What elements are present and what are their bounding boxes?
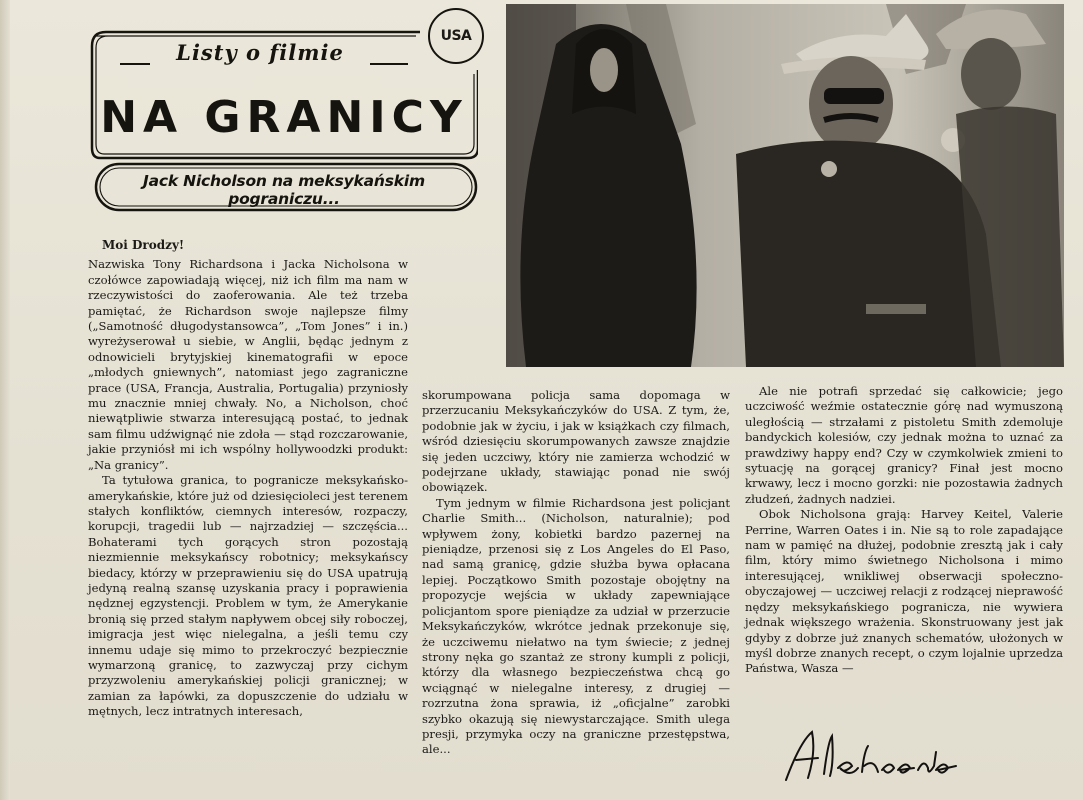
series-title: Listy o filmie xyxy=(176,40,344,65)
film-still-illustration xyxy=(506,4,1064,367)
paragraph: Obok Nicholsona grają: Harvey Keitel, Valerie Perrine, Warren Oates i in. Nie są to role zapadające nam w pamięć na dłużej, podobnie zresztą jak i cały film, który mimo świetnego Nicholsona i mimo interesującej, wnikliwej obserwacji społeczno-obyczajowej — uczciwej relacji z rodzącej nieprawość nędzy meksykańskiego pogranicza, nie wywiera jednak większego wrażenia. Skonstruowany jest jak gdyby z dobrze już znanych schematów, ułożonych w myśl dobrze znanych recept, o czym lojalnie uprzedza Państwa, Wasza — xyxy=(745,507,1063,676)
paragraph: Ta tytułowa granica, to pogranicze meksykańsko-amerykańskie, które już od dziesięcioleci jest terenem stałych konfliktów, ciemnych interesów, rozpaczy, korupcji, tragedii lub — najrzadziej — szczęścia... Bohaterami tych gorących stron pozostają niezmiennie meksykańscy robotnicy; meksykańscy biedacy, którzy w przeprawieniu się do USA upatrują jedyną realną szansę uzyskania pracy i poprawienia nędznej egzystencji. Problem w tym, że Amerykanie bronią się przed stałym napływem obcej siły roboczej, imigracja jest więc nielegalna, a jeśli temu czy innemu udaje się mimo to przekroczyć bezpiecznie wymarzoną granicę, to zazwyczaj przy cichym przyzwoleniu amerykańskiej policji granicznej; w zamian za łapówki, za dopuszczenie do udziału w mętnych, lecz intratnych interesach, xyxy=(88,473,408,719)
article-column-2 xyxy=(422,388,730,758)
page-edge xyxy=(0,0,10,800)
paragraph: Nazwiska Tony Richardsona i Jacka Nicholsona w czołówce zapowiadają więcej, niż ich film ma nam w rzeczywistości do zaoferowania. Ale też trzeba pamiętać, że Richardson swoje najlepsze filmy („Samotność długodystansowca”, „Tom Jones” i in.) wyreżyserował u siebie, w Anglii, będąc jednym z odnowicieli brytyjskiej kinematografii w epoce „młodych gniewnych”, natomiast jego zagraniczne prace (USA, Francja, Australia, Portugalia) przyniosły mu znacznie mniej chwały. No, a Nicholson, choć niewątpliwie stwarza interesującą postać, to jednak sam filmu udźwignąć nie zdoła — stąd rozczarowanie, jakie przyniósł mi ich wspólny hollywoodzki produkt: „Na granicy”. xyxy=(88,257,408,472)
greeting: Moi Drodzy! xyxy=(102,238,185,252)
paragraph: skorumpowana policja sama dopomaga w przerzucaniu Meksykańczyków do USA. Z tym, że, podobnie jak w życiu, i jak w książkach czy filmach, wśród dziesięciu skorumpowanych zawsze znajdzie się jeden uczciwy, który nie zamierza wchodzić w podejrzane układy, stawiając ponad nie swój obowiązek. xyxy=(422,388,730,495)
paragraph: Ale nie potrafi sprzedać się całkowicie; jego uczciwość weźmie ostatecznie górę nad wymuszoną uległością — strzałami z pistoletu Smith zdemoluje bandyckich kolesiów, czy jednak można to uznać za prawdziwy happy end? Czy w czymkolwiek zmieni to sytuację na gorącej granicy? Finał jest mocno krwawy, lecz i mocno gorzki: nie pozostawia żadnych złudzeń, żadnych nadziei. xyxy=(745,384,1063,506)
film-still-photo xyxy=(506,4,1064,367)
article-column-3 xyxy=(745,384,1063,677)
handwritten-signature xyxy=(778,722,968,792)
article-title: NA GRANICY xyxy=(100,92,468,143)
country-badge: USA xyxy=(428,8,484,64)
header-box xyxy=(90,30,478,230)
article-subtitle: Jack Nicholson na meksykańskim pograniczu... xyxy=(143,172,425,208)
article-column-1 xyxy=(88,238,408,720)
paragraph: Tym jednym w filmie Richardsona jest policjant Charlie Smith... (Nicholson, naturalnie); pod wpływem żony, kobietki bardzo pazernej na pieniądze, przenosi się z Los Angeles do El Paso, nad samą granicę, gdzie służba bywa opłacana lepiej. Początkowo Smith pozostaje obojętny na propozycje wejścia w układy zapewniające policjantom spore pieniądze za udział w przerzucie Meksykańczyków, wkrótce jednak przekonuje się, że uczciwemu niełatwo na tym świecie; z jednej strony nęka go szantaż ze strony kumpli z policji, którzy dla własnego bezpieczeństwa chcą go wciągnąć w nielegalne interesy, z drugiej — rozrzutna żona sprawia, iż „oficjalne” zarobki szybko okazują się niewystarczające. Smith ulega presji, przymyka oczy na graniczne przestępstwa, ale... xyxy=(422,495,730,757)
